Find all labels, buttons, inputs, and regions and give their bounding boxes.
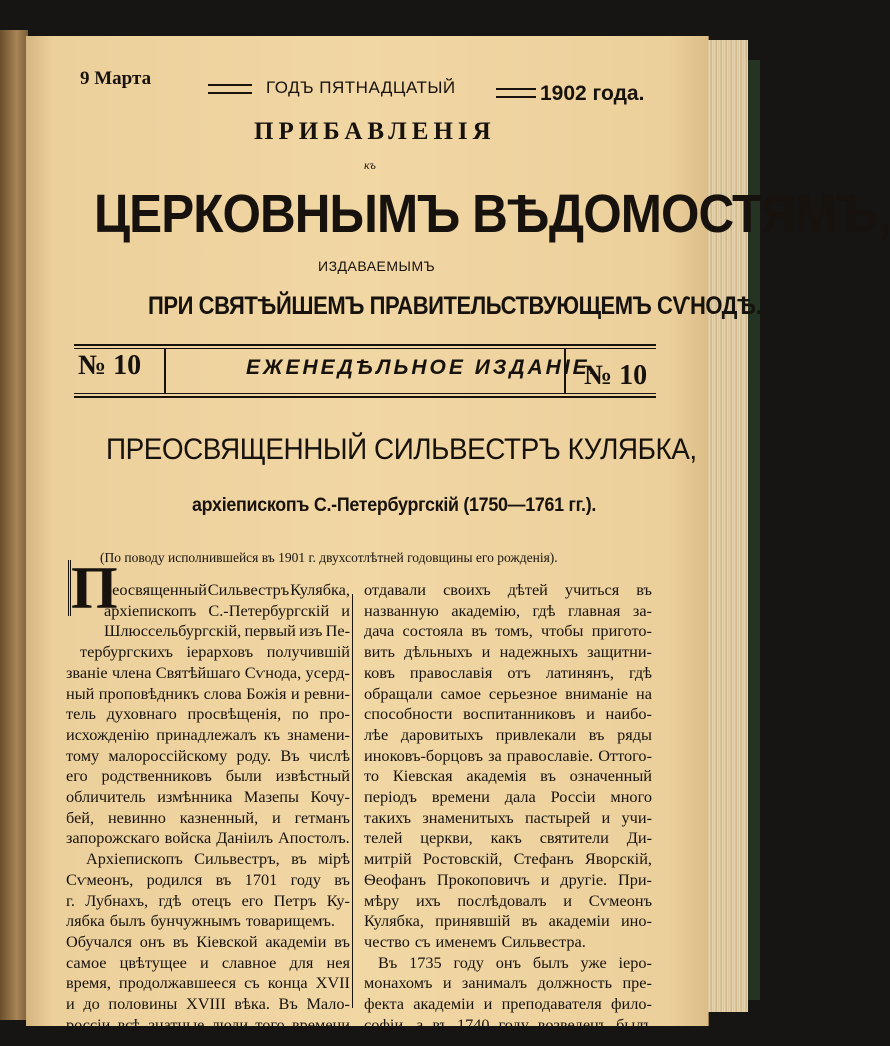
issue-year: 1902 года. — [540, 82, 645, 105]
issue-bar-divider-left — [164, 349, 166, 393]
left-column-line: россiи всѣ знатные люди того времени — [66, 1014, 350, 1034]
left-column-line: г. Лубнахъ, гдѣ отецъ его Петръ Ку- — [66, 890, 350, 910]
header-ornament-right — [496, 88, 536, 98]
issue-bar-top-rule — [74, 344, 656, 346]
issue-number-right: № 10 — [584, 360, 648, 391]
right-column-line: Ѳеофанъ Прокоповичъ и другiе. При- — [364, 869, 652, 889]
left-column-line: тербургскихъ iерарховъ получившiй — [80, 642, 350, 662]
left-page-edge — [0, 30, 28, 1020]
published-by-label: ИЗДАВАЕМЫМЪ — [318, 258, 436, 274]
left-column-line: бей, невинно казненный, и гетманъ — [66, 807, 350, 827]
left-column-line: время, продолжавшееся съ конца XVII — [66, 973, 350, 993]
left-column-line: Архiепископъ Сильвестръ, въ мiрѣ — [86, 849, 350, 869]
right-column-line: софiи, а въ 1740 году возведенъ былъ — [364, 1014, 652, 1034]
right-column-line: дача состояла въ томъ, чтобы пригото- — [364, 621, 652, 641]
left-column-line: Сѵмеонъ, родился въ 1701 году въ — [66, 869, 350, 889]
left-column-line: Обучался онъ въ Кiевской академiи въ — [66, 931, 350, 951]
issue-bar-bottom-rule-thin — [74, 393, 656, 394]
right-column-line: способности воспитанниковъ и наибо- — [364, 704, 652, 724]
right-column-line: отдавали своихъ дѣтей учиться въ — [364, 580, 652, 599]
right-column-line: названную академiю, гдѣ главная за- — [364, 600, 652, 620]
right-column-line: такихъ знаменитыхъ пастырей и учи- — [364, 807, 652, 827]
left-column-line: ный проповѣдникъ слова Божiя и ревни- — [66, 683, 350, 703]
right-column-line: вить дѣльныхъ и надежныхъ защитни- — [364, 642, 652, 662]
right-column-line: чество съ именемъ Сильвестра. — [364, 931, 586, 951]
issue-number-left: № 10 — [78, 350, 142, 381]
left-column-line: его родственниковъ были извѣстный — [66, 766, 350, 786]
right-column-line: телей церкви, какъ святители Ди- — [364, 828, 652, 848]
weekly-edition-label: ЕЖЕНЕДѢЛЬНОЕ ИЗДАНIЕ. — [246, 356, 599, 379]
article-title: ПРЕОСВЯЩЕННЫЙ СИЛЬВЕСТРЪ КУЛЯБКА, — [106, 433, 697, 466]
right-column-line: обращали самое серьезное вниманiе на — [364, 683, 652, 703]
left-column-line: тому малороссiйскому роду. Въ числѣ — [66, 745, 350, 765]
article-subtitle: архiепископъ С.-Петербургскiй (1750—1761 гг.). — [192, 495, 597, 516]
synod-line: ПРИ СВЯТѢЙШЕМЪ ПРАВИТЕЛЬСТВУЮЩЕМЪ СѴНОДѢ. — [148, 292, 762, 320]
right-column-line: ковъ православiя отъ латинянъ, гдѣ — [364, 662, 652, 682]
left-column-line: исхожденiю принадлежалъ къ знамени- — [66, 724, 350, 744]
right-column-line: Въ 1735 году онъ былъ уже iеро- — [378, 952, 652, 972]
left-column-line: запорожскаго войска Данiилъ Апостолъ. — [66, 828, 350, 848]
right-column-line: то Кiевская академiя въ означенный — [364, 766, 652, 786]
issue-bar-top-rule-thin — [74, 348, 656, 349]
left-column-line: лябка былъ бунчужнымъ товарищемъ. — [66, 911, 335, 931]
right-column-line: фекта академiи и преподавателя фило- — [364, 994, 652, 1013]
right-column-line: иноковъ-борцовъ за православiе. Оттого- — [364, 745, 652, 765]
preposition: къ — [364, 158, 376, 172]
issue-bar-bottom-rule — [74, 396, 656, 398]
right-column-line: лѣе даровитыхъ привлекали въ ряды — [364, 724, 652, 744]
left-column-line: тель духовнаго просвѣщенiя, по про- — [66, 704, 350, 724]
journal-title: ЦЕРКОВНЫМЪ ВѢДОМОСТЯМЪ, — [94, 184, 890, 244]
year-of-publication: ГОДЪ ПЯТНАДЦАТЫЙ — [266, 78, 456, 97]
left-column-line: и до половины XVIII вѣка. Въ Мало- — [66, 994, 350, 1013]
issue-date: 9 Марта — [80, 68, 152, 89]
right-column-line: перiодъ времени дала Россiи много — [364, 787, 652, 806]
header-ornament-left — [208, 84, 252, 94]
right-column-line: монахомъ и занималъ должность пре- — [364, 973, 652, 993]
column-divider — [352, 594, 353, 1008]
left-column-line: обличитель измѣнника Мазепы Кочу- — [66, 787, 350, 806]
supplement-title: ПРИБАВЛЕНIЯ — [254, 118, 496, 145]
right-column-line: митрiй Ростовскiй, Стефанъ Яворскiй, — [364, 849, 652, 869]
left-column-line: архiепископъ С.-Петербургскiй и — [104, 600, 350, 620]
right-column-line: Кулябка, принявшiй въ академiи ино- — [364, 911, 652, 931]
left-column-line: Шлюссельбургскiй, первый изъ Пе- — [104, 621, 350, 641]
right-column-line: мѣру ихъ послѣдовалъ и Сѵмеонъ — [364, 890, 652, 910]
left-column-line: реосвященный Сильвестръ Кулябка, — [104, 580, 350, 599]
left-column-line: самое цвѣтущее и славное для нея — [66, 952, 350, 972]
left-column-line: званiе члена Святѣйшаго Сѵнода, усерд- — [66, 662, 350, 682]
drop-capital: П — [68, 560, 103, 616]
article-note: (По поводу исполнившейся въ 1901 г. двухсотлѣтней годовщины его рожденiя). — [100, 550, 558, 565]
